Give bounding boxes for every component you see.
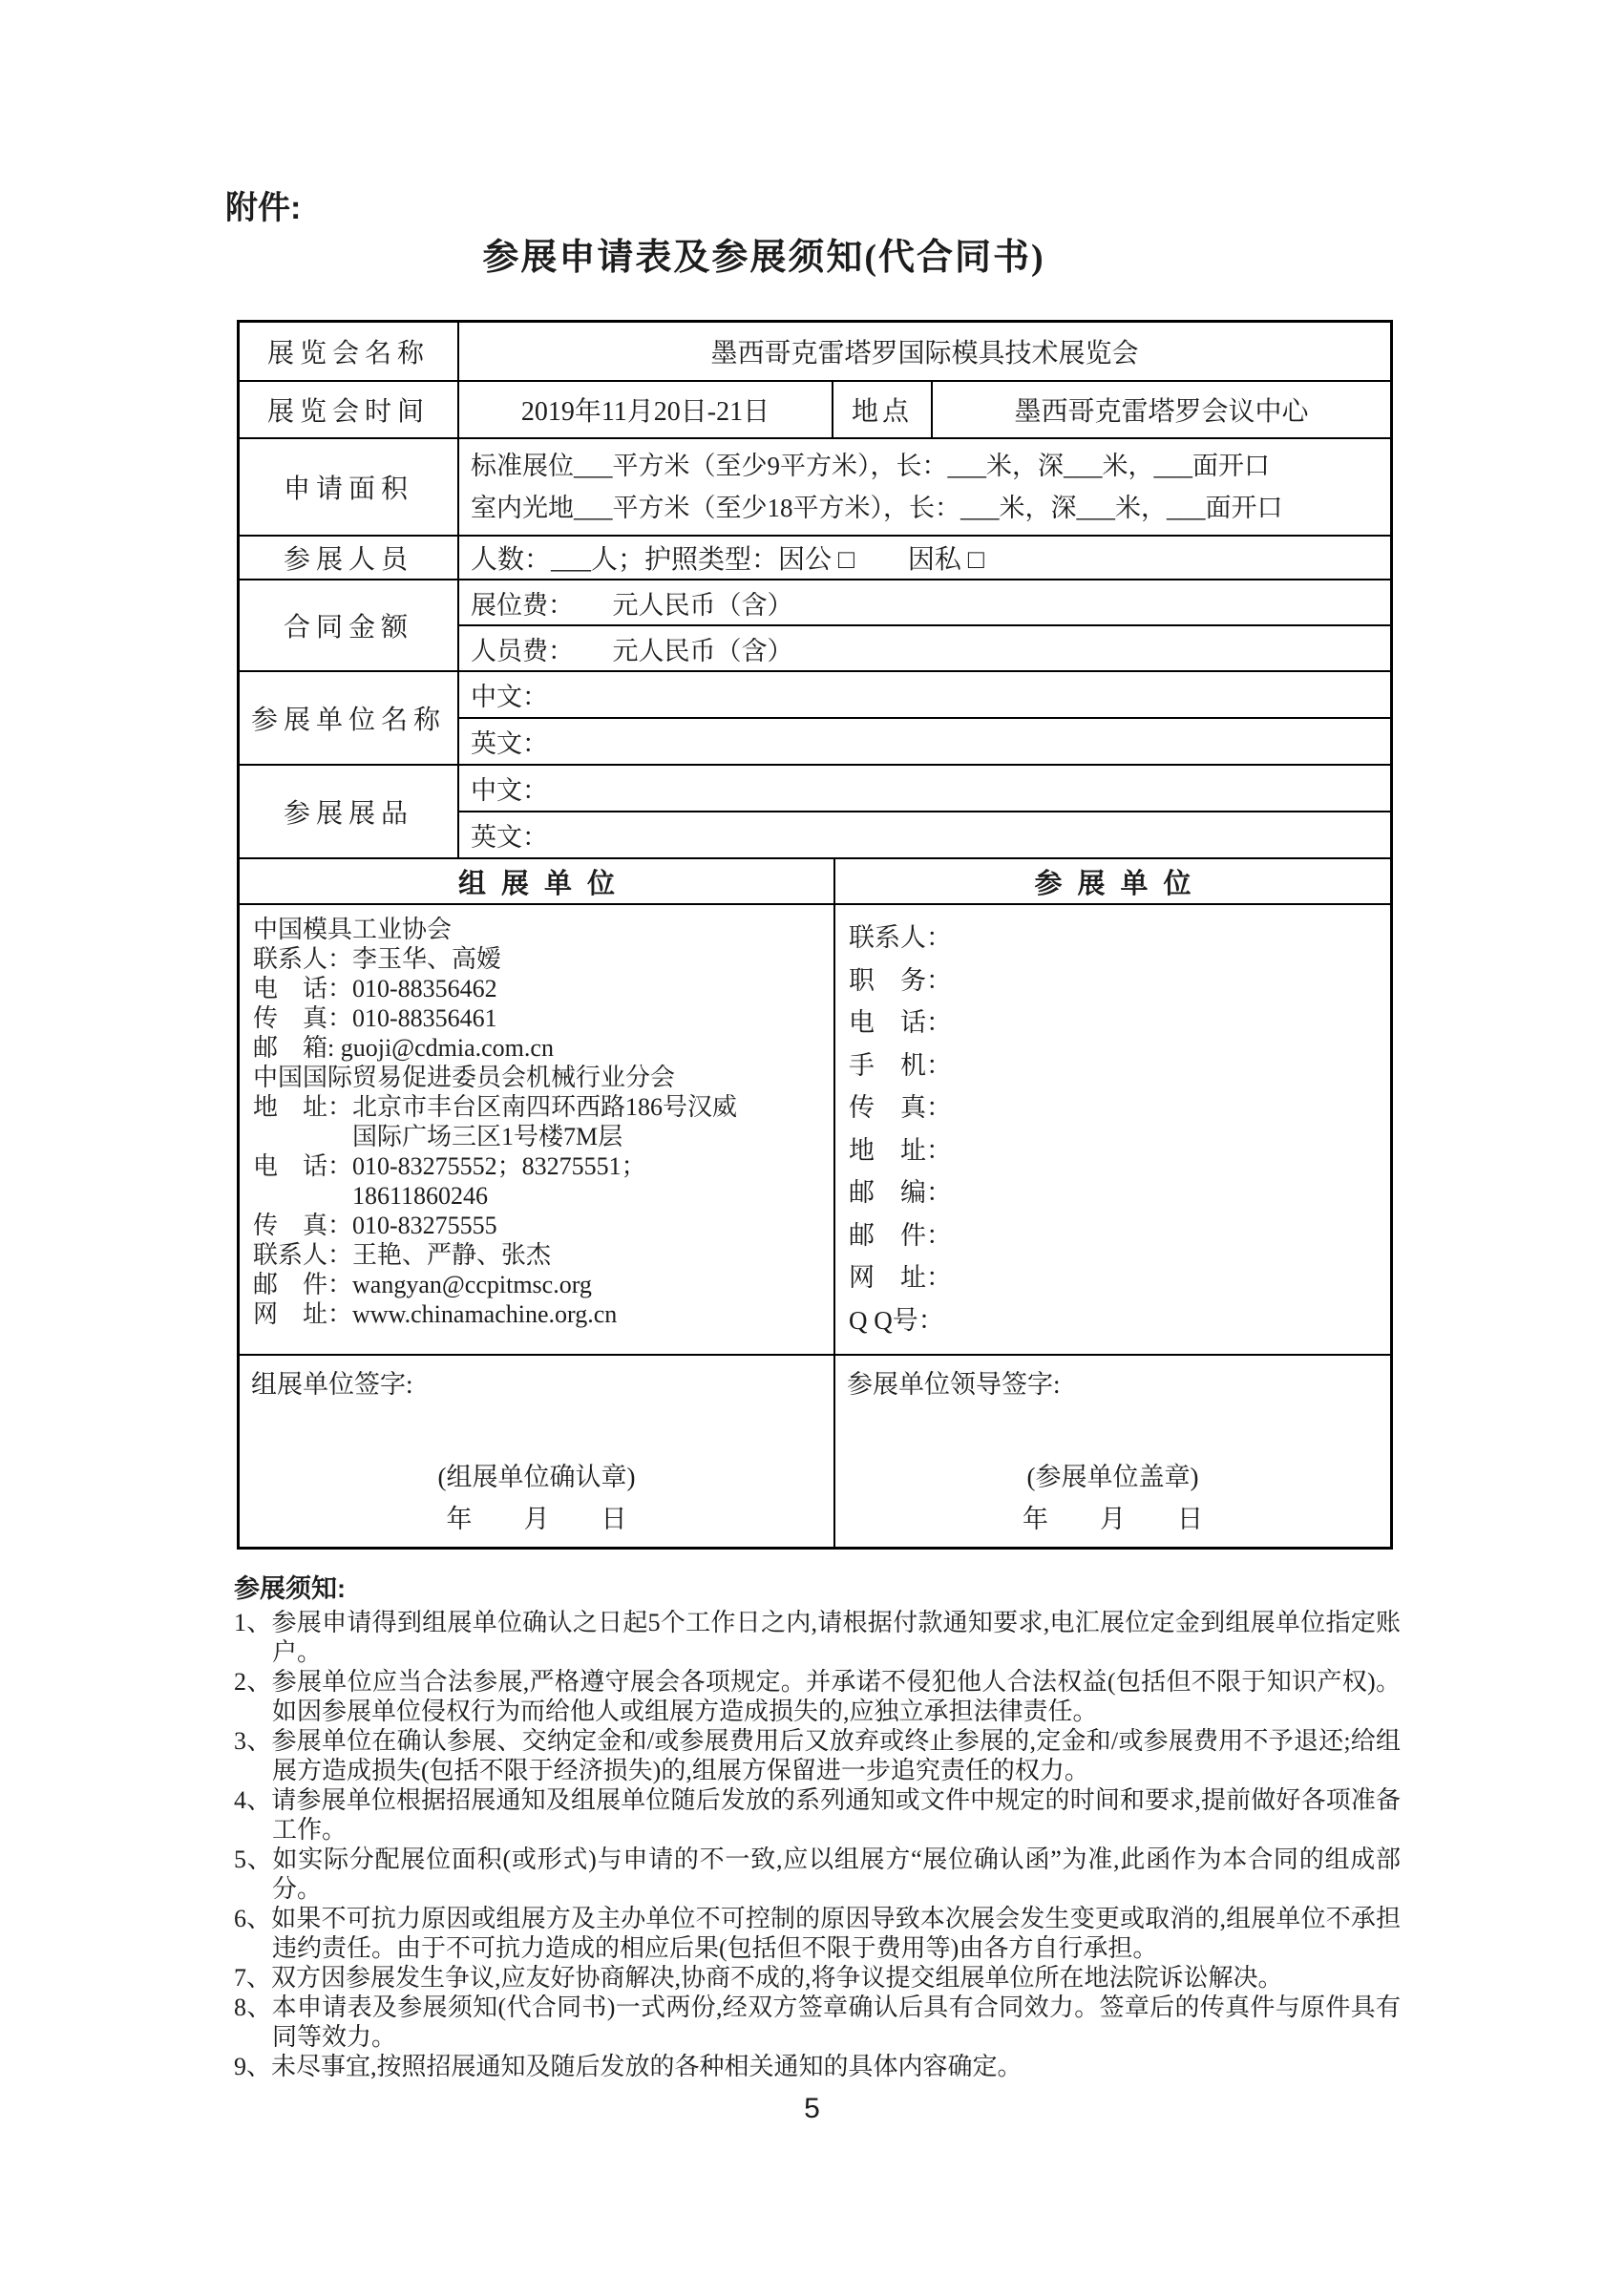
value-requested-area xyxy=(457,439,1390,535)
area-raw-space-line: 室内光地___平方米（至少18平方米），长：___米，深___米，___面开口 xyxy=(471,494,1283,522)
note-item-9: 9、未尽事宜,按照招展通知及随后发放的各种相关通知的具体内容确定。 xyxy=(234,2053,1023,2080)
notes-header: 参展须知: xyxy=(234,1574,346,1603)
organizer-signature-date: 年 月 日 xyxy=(446,1505,627,1533)
exhibits-cells xyxy=(457,766,1390,857)
note-item-6: 6、如果不可抗力原因或组展方及主办单位不可控制的原因导致本次展会发生变更或取消的,组展单位不承担违约责任。由于不可抗力造成的相应后果(包括但不限于费用等)由各方自行承担。 xyxy=(234,1905,1401,1962)
label-exhibition-name: 展览会名称 xyxy=(266,339,430,369)
organizer-contact-info xyxy=(240,905,833,1354)
organizer-email-2: 邮 件：wangyan@ccpitmsc.org xyxy=(253,1271,592,1298)
row-exhibits xyxy=(240,764,1390,857)
organizer-address-line-2: 国际广场三区1号楼7M层 xyxy=(352,1123,623,1150)
organizer-address-line-1: 地 址：北京市丰台区南四环西路186号汉威 xyxy=(253,1093,738,1121)
value-staff: 人数：___人；护照类型：因公 □ 因私 □ xyxy=(457,537,1390,579)
organizer-fax-1: 传 真：010-88356461 xyxy=(253,1004,497,1032)
exhibits-cn-cell: 中文： xyxy=(471,776,548,805)
note-item-7: 7、双方因参展发生争议,应友好协商解决,协商不成的,将争议提交组展单位所在地法院诉讼解决。 xyxy=(234,1964,1283,1992)
application-form-table xyxy=(237,320,1393,1550)
organizer-signature-cell xyxy=(240,1356,833,1547)
company-name-en-cell: 英文： xyxy=(459,717,1390,764)
row-contract-amount xyxy=(240,579,1390,670)
exhibitor-website-field: 网 址： xyxy=(849,1263,952,1292)
organizer-contact-person-2: 联系人：王艳、严静、张杰 xyxy=(253,1241,552,1269)
exhibitor-phone-field: 电 话： xyxy=(849,1008,952,1037)
organizer-name-2: 中国国际贸易促进委员会机械行业分会 xyxy=(253,1064,676,1091)
row-exhibition-time xyxy=(240,380,1390,437)
exhibitor-seal-hint: (参展单位盖章) xyxy=(1026,1463,1199,1491)
value-exhibition-time: 2019年11月20日-21日 xyxy=(457,382,832,437)
exhibitor-signature-cell xyxy=(833,1356,1390,1547)
exhibitor-signature-label: 参展单位领导签字: xyxy=(847,1370,1061,1399)
label-company-name: 参展单位名称 xyxy=(250,706,446,735)
organizer-website: 网 址：www.chinamachine.org.cn xyxy=(253,1300,618,1328)
organizer-seal-hint: (组展单位确认章) xyxy=(437,1463,636,1491)
organizer-contact-person-1: 联系人：李玉华、高嫒 xyxy=(253,945,502,973)
exhibitor-position-field: 职 务： xyxy=(849,965,952,995)
organizer-email-1: 邮 箱: guoji@cdmia.com.cn xyxy=(253,1034,554,1062)
value-exhibition-name: 墨西哥克雷塔罗国际模具技术展览会 xyxy=(457,323,1390,380)
value-location: 墨西哥克雷塔罗会议中心 xyxy=(931,382,1390,437)
exhibitor-mobile-field: 手 机： xyxy=(849,1050,952,1080)
booth-fee-cell: 展位费： 元人民币（含） xyxy=(471,590,793,620)
note-item-3: 3、参展单位在确认参展、交纳定金和/或参展费用后又放弃或终止参展的,定金和/或参展费用不予退还;给组展方造成损失(包括不限于经济损失)的,组展方保留进一步追究责任的权力。 xyxy=(234,1727,1401,1784)
organizer-signature-label: 组展单位签字: xyxy=(251,1370,413,1399)
organizer-fax-2: 传 真：010-83275555 xyxy=(253,1212,497,1239)
label-staff: 参展人员 xyxy=(283,545,413,575)
contract-amount-cells xyxy=(457,580,1390,670)
note-item-8: 8、本申请表及参展须知(代合同书)一式两份,经双方签章确认后具有合同效力。签章后的传真件与原件具有同等效力。 xyxy=(234,1993,1401,2051)
area-standard-booth-line: 标准展位___平方米（至少9平方米），长：___米，深___米，___面开口 xyxy=(471,452,1270,480)
label-requested-area: 申请面积 xyxy=(283,475,413,504)
organizer-phone-1: 电 话：010-88356462 xyxy=(253,975,497,1002)
note-item-5: 5、如实际分配展位面积(或形式)与申请的不一致,应以组展方“展位确认函”为准,此函作为本合同的组成部分。 xyxy=(234,1846,1401,1903)
page-title: 参展申请表及参展须知(代合同书) xyxy=(482,238,1045,278)
row-company-name xyxy=(240,670,1390,764)
exhibitor-postcode-field: 邮 编： xyxy=(849,1178,952,1207)
exhibitor-signature-date: 年 月 日 xyxy=(1023,1505,1203,1533)
label-contract-amount: 合同金额 xyxy=(283,613,413,643)
row-signatures xyxy=(240,1354,1390,1547)
notes-section xyxy=(234,1568,1401,2081)
organizer-name-1: 中国模具工业协会 xyxy=(253,916,453,943)
label-location: 地点 xyxy=(832,382,931,437)
exhibitor-address-field: 地 址： xyxy=(849,1135,952,1165)
note-item-4: 4、请参展单位根据招展通知及组展单位随后发放的系列通知或文件中规定的时间和要求,提前做好各项准备工作。 xyxy=(234,1786,1401,1844)
exhibits-en-cell: 英文： xyxy=(459,811,1390,857)
company-name-cn-cell: 中文： xyxy=(471,683,548,711)
row-requested-area xyxy=(240,437,1390,535)
row-contact-info xyxy=(240,903,1390,1354)
exhibitor-email-field: 邮 件： xyxy=(849,1220,952,1250)
note-item-1: 1、参展申请得到组展单位确认之日起5个工作日之内,请根据付款通知要求,电汇展位定金到组展单位指定账户。 xyxy=(234,1609,1401,1666)
label-exhibition-time: 展览会时间 xyxy=(266,397,430,427)
company-name-cells xyxy=(457,672,1390,764)
organizer-column-header: 组展单位 xyxy=(457,868,630,899)
personnel-fee-cell: 人员费： 元人民币（含） xyxy=(459,624,1390,670)
organizer-phone-2-line-2: 18611860246 xyxy=(352,1182,489,1210)
row-staff xyxy=(240,535,1390,579)
exhibitor-qq-field: Q Q号： xyxy=(849,1305,944,1335)
exhibitor-contact-person-field: 联系人： xyxy=(849,923,952,952)
row-exhibition-name xyxy=(240,323,1390,380)
attachment-label: 附件: xyxy=(225,190,302,226)
exhibitor-contact-fields xyxy=(833,905,1390,1354)
exhibitor-column-header: 参展单位 xyxy=(833,859,1390,903)
row-column-headers xyxy=(240,857,1390,903)
note-item-2: 2、参展单位应当合法参展,严格遵守展会各项规定。并承诺不侵犯他人合法权益(包括但不限于知识产权)。如因参展单位侵权行为而给他人或组展方造成损失的,应独立承担法律责任。 xyxy=(234,1668,1401,1725)
label-exhibits: 参展展品 xyxy=(283,799,413,829)
page-number: 5 xyxy=(804,2093,820,2124)
organizer-phone-2-line-1: 电 话：010-83275552；83275551； xyxy=(253,1152,646,1180)
exhibitor-fax-field: 传 真： xyxy=(849,1093,952,1122)
